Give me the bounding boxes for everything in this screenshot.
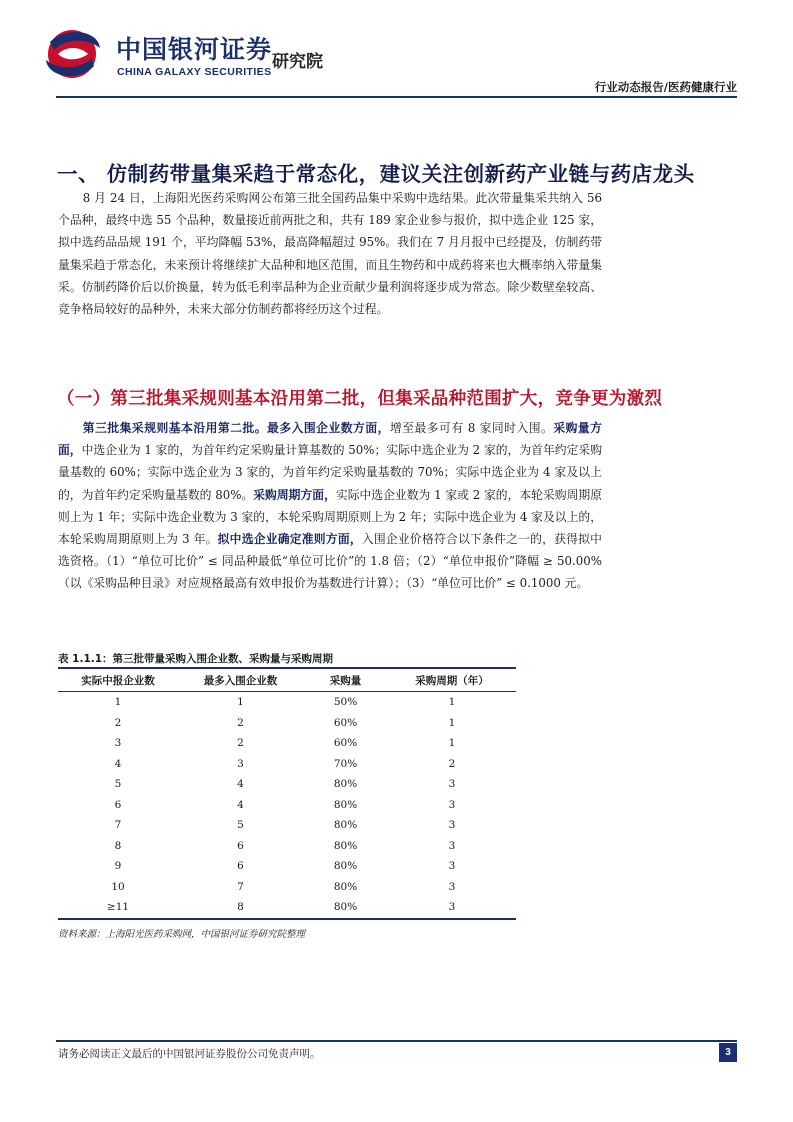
table-cell: 3 [448,880,456,893]
column-header: 实际中报企业数 [58,668,178,692]
table-row [58,713,516,734]
table-cell: 1 [448,716,456,729]
rules-lead [58,421,390,435]
table-cell: 80% [333,880,358,893]
rules-text-run: 增至最多可有 8 家同时入围。 [389,421,554,435]
table-cell: 80% [333,860,358,873]
table-cell: 1 [448,737,456,750]
table-caption: 表 1.1.1：第三批带量采购入围企业数、采购量与采购周期 [58,653,334,665]
table-row [58,815,516,836]
rules-text-run: 中选企业为 1 家的，为首年约定采购量计算基数的 50%；实际中选企业为 2 家的，为首年约定采购量基数的 60%；实际中选企业为 3 家的，为首年约定采购量基数的 70%；实际中选企业为 4 家及以上的，为首年约定采购量基数的 80%。 [58,443,602,502]
table-cell: 9 [114,860,122,873]
table-source: 资料来源：上海阳光医药采购网，中国银河证券研究院整理 [58,929,306,940]
table-cell: 3 [448,839,456,852]
table-cell: 70% [333,757,358,770]
table-row [58,692,516,713]
table-cell: 8 [178,897,303,919]
table-cell: 3 [388,897,516,919]
table-cell: 1 [448,696,456,709]
table-cell: 1 [237,696,244,709]
table-row [58,836,516,857]
table-cell: 2 [448,757,456,770]
table-row [58,774,516,795]
procurement-table [58,667,516,920]
table-cell: 3 [114,737,122,750]
column-header: 采购周期（年） [388,668,516,692]
table-cell: 3 [237,757,244,770]
logo-english-name: CHINA GALAXY SECURITIES [117,66,272,78]
rules-text-run: 实际中选企业数为 1 家或 2 家的，本轮采购周期原则上为 1 年；实际中选企业数为 3 家的，本轮采购周期原则上为 2 年；实际中选企业为 4 家及以上的，本轮采购周期原则上为 3 年。 [58,487,602,547]
table-cell: 1 [114,696,122,709]
logo-chinese-name: 中国银河证券 [116,35,273,64]
table-body [58,692,516,919]
table-cell: 5 [237,819,244,832]
rules-bold-run: 最多入围企业数方面， [267,421,390,435]
table-cell: 50% [333,696,358,709]
footer-divider [56,1040,737,1042]
table-cell: 80% [333,819,358,832]
footer-disclaimer: 请务必阅读正文最后的中国银河证券股份公司免责声明。 [58,1048,321,1060]
galaxy-logo-icon [36,24,110,84]
section-heading: 一、 仿制药带量集采趋于常态化，建议关注创新药产业链与药店龙头 [57,162,695,186]
table-row [58,754,516,775]
table-cell: 7 [114,819,122,832]
table-cell: 60% [333,716,358,729]
rules-bold-run: 采购周期方面， [253,487,336,502]
rules-bold-run: 拟中选企业确定准则方面， [217,532,362,547]
table-row [58,733,516,754]
table-cell: 3 [448,778,456,791]
column-header: 采购量 [303,668,388,692]
table-cell: 4 [114,757,122,770]
rules-text-run: 入围企业价格符合以下条件之一的，获得拟中选资格。（1）“单位可比价” ≤ 同品种最低“单位可比价”的 1.8 倍；（2）“单位申报价”降幅 ≥ 50.00%（以《采购品种目录》对应规格最高有效申报价为基数进行计算）；（3）“单位可比价” ≤ 0.1000 元。 [58,532,602,591]
table-cell: 2 [237,737,244,750]
page-number: 3 [719,1043,737,1062]
table-cell: 2 [237,716,244,729]
intro-paragraph: 8 月 24 日，上海阳光医药采购网公布第三批全国药品集中采购中选结果。此次带量集采共纳入 56 个品种，最终中选 55 个品种，数量接近前两批之和，共有 189 家企业参与报价，拟中选企业 125 家，拟中选药品品规 191 个，平均降幅 53%，最高降幅超过 95%。我们在 7 月月报中已经提及，仿制药带量集采趋于常态化，未来预计将继续扩大品种和地区范围，而且生物药和中成药将来也大概率纳入带量集采。仿制药降价后以价换量，转为低毛利率品种为企业贡献少量利润将逐步成为常态。除少数壁垒较高、竞争格局较好的品种外，未来大部分仿制药都将经历这个过程。 [58,191,602,317]
table-cell: 3 [448,819,456,832]
table-cell: 8 [114,839,122,852]
table-cell: 4 [237,778,244,791]
subsection-heading: （一）第三批集采规则基本沿用第二批，但集采品种范围扩大，竞争更为激烈 [57,389,663,409]
table-cell: 7 [237,880,244,893]
table-cell: 6 [114,798,122,811]
table-cell: 5 [114,778,122,791]
table-cell: 80% [333,778,358,791]
table-cell: ≥11 [58,897,178,919]
column-header: 最多入围企业数 [178,668,303,692]
table-cell: 3 [448,860,456,873]
table-cell: 80% [333,839,358,852]
table-cell: 6 [237,860,244,873]
table-cell: 3 [448,798,456,811]
table-row [58,877,516,898]
table-cell: 80% [303,897,388,919]
rules-bold-run: 采购量方面， [58,421,602,458]
company-logo [36,22,342,88]
rules-bold-run: 第三批集采规则基本沿用第二批。 [82,421,268,435]
table-row [58,897,516,919]
table-cell: 2 [114,716,122,729]
table-cell: 10 [111,880,125,893]
table-cell: 4 [237,798,244,811]
table-cell: 60% [333,737,358,750]
table-row [58,795,516,816]
table-cell: 6 [237,839,244,852]
institute-name: 研究院 [272,52,323,72]
table-cell: 80% [333,798,358,811]
rules-paragraph [58,417,602,595]
table-row [58,856,516,877]
table-header-row [58,668,516,692]
report-type: 行业动态报告/医药健康行业 [594,80,737,94]
header-divider [56,96,737,98]
